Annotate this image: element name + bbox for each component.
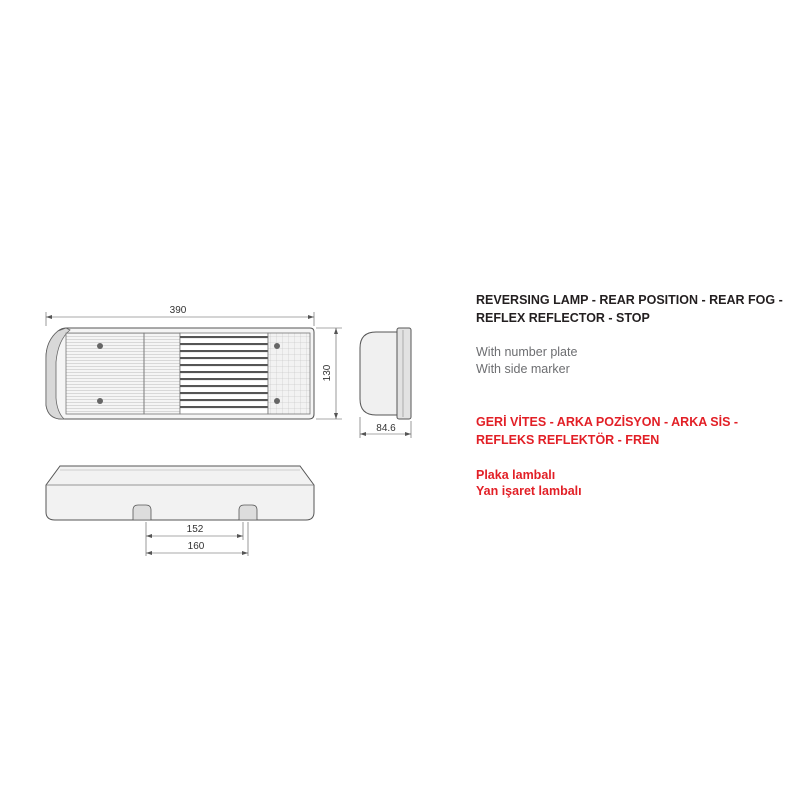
screw-hole-top-right: [274, 343, 280, 349]
dim-label-height: 130: [322, 364, 333, 382]
dim-label-mount-inner: 152: [186, 524, 204, 535]
mounting-stud-left: [133, 505, 151, 520]
lens-stop: [144, 333, 180, 414]
screw-hole-top-left: [97, 343, 103, 349]
functions-turkish-line1: GERİ VİTES - ARKA POZİSYON - ARKA SİS -: [476, 415, 739, 429]
lens-position: [66, 333, 144, 414]
features-turkish: [476, 467, 582, 499]
side-view: [360, 328, 411, 438]
features-english: [476, 344, 577, 377]
functions-english-line1: REVERSING LAMP - REAR POSITION - REAR FOG -: [476, 293, 783, 307]
side-lens-rim: [397, 328, 411, 419]
screw-hole-bottom-left: [97, 398, 103, 404]
bottom-view: [46, 466, 314, 556]
lens-fog-stripes: [180, 336, 268, 412]
feature-side-marker-tr: Yan işaret lambalı: [476, 484, 582, 498]
screw-hole-bottom-right: [274, 398, 280, 404]
front-view: [46, 305, 342, 419]
feature-side-marker-en: With side marker: [476, 361, 570, 376]
functions-turkish: [476, 413, 738, 449]
functions-english: [476, 291, 783, 327]
side-housing: [360, 332, 397, 415]
feature-number-plate-en: With number plate: [476, 345, 578, 359]
feature-number-plate-tr: Plaka lambalı: [476, 468, 556, 482]
dim-label-length: 390: [169, 305, 187, 316]
mounting-stud-right: [239, 505, 257, 520]
bottom-housing: [46, 466, 314, 520]
functions-english-line2: REFLEX REFLECTOR - STOP: [476, 311, 650, 325]
dim-label-depth: 84.6: [376, 423, 396, 434]
functions-turkish-line2: REFLEKS REFLEKTÖR - FREN: [476, 433, 660, 447]
dim-label-mount-outer: 160: [187, 541, 205, 552]
